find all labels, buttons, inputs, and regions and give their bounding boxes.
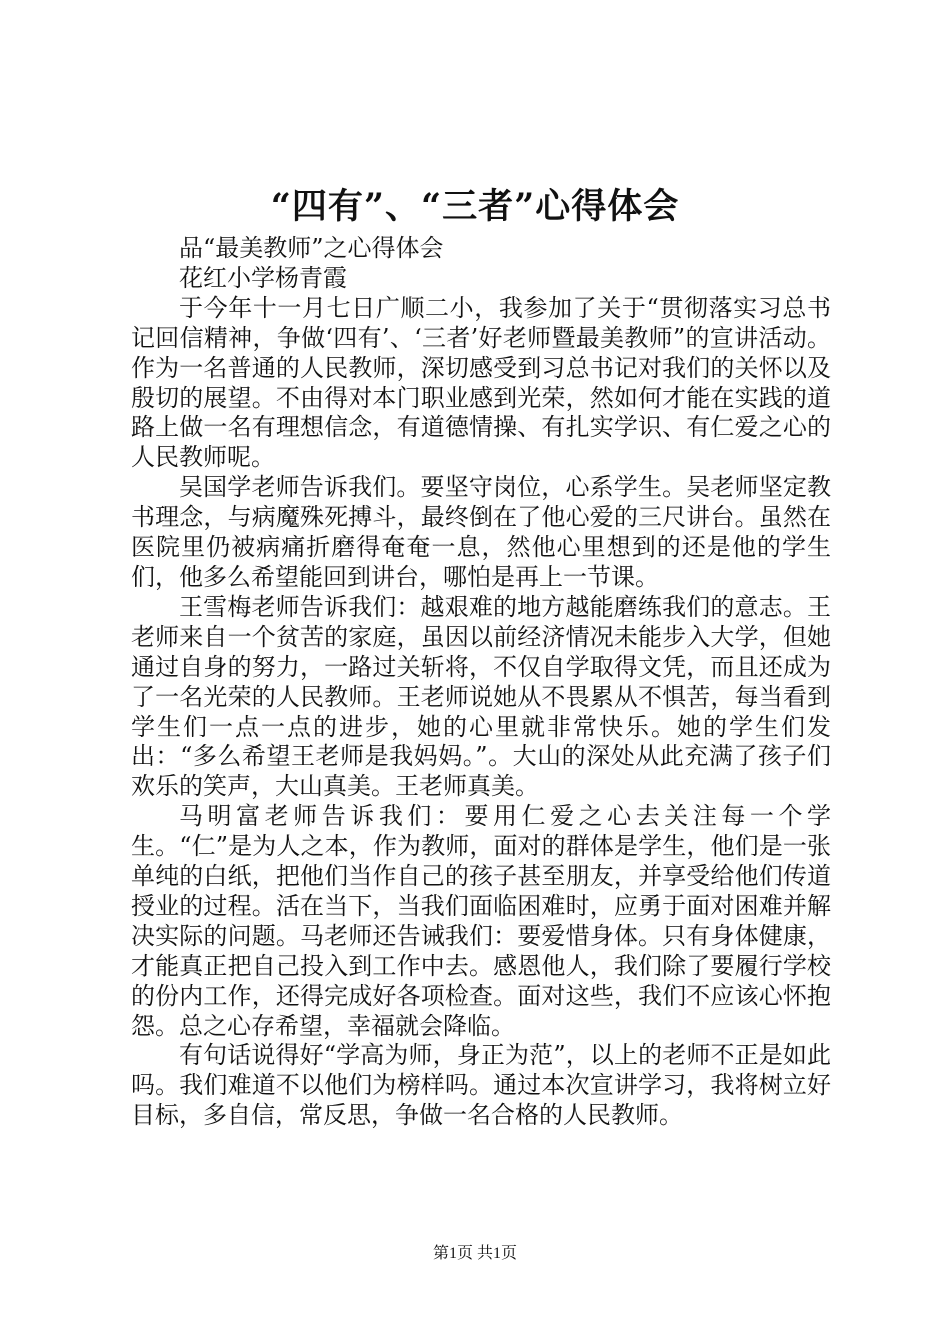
page-number-footer: 第1页 共1页 bbox=[432, 1245, 517, 1262]
body-paragraph: 有句话说得好“学高为师，身正为范”，以上的老师不正是如此吗。我们难道不以他们为榜样吗。通过本次宣讲学习，我将树立好目标，多自信，常反思，争做一名合格的人民教师。 bbox=[131, 1041, 831, 1130]
document-title: “四有”、“三者”心得体会 bbox=[270, 186, 680, 227]
subtitle-paragraph: 品“最美教师”之心得体会 bbox=[179, 234, 444, 262]
author-paragraph: 花红小学杨青霞 bbox=[179, 263, 347, 292]
body-paragraph: 王雪梅老师告诉我们：越艰难的地方越能磨练我们的意志。王老师来自一个贫苦的家庭，虽因以前经济情况未能步入大学，但她通过自身的努力，一路过关斩将，不仅自学取得文凭，而且还成为了一名光荣的人民教师。王老师说她从不畏累从不惧苦，每当看到学生们一点一点的进步，她的心里就非常快乐。她的学生们发出：“多么希望王老师是我妈妈。”。大山的深处从此充满了孩子们欢乐的笑声，大山真美。王老师真美。 bbox=[131, 592, 831, 801]
body-paragraph: 马明富老师告诉我们：要用仁爱之心去关注每一个学生。“仁”是为人之本，作为教师，面对的群体是学生，他们是一张单纯的白纸，把他们当作自己的孩子甚至朋友，并享受给他们传道授业的过程。活在当下，当我们面临困难时，应勇于面对困难并解决实际的问题。马老师还告诫我们：要爱惜身体。只有身体健康，才能真正把自己投入到工作中去。感恩他人，我们除了要履行学校的份内工作，还得完成好各项检查。面对这些，我们不应该心怀抱怨。总之心存希望，幸福就会降临。 bbox=[131, 802, 831, 1040]
document-body bbox=[131, 234, 831, 1131]
body-paragraph: 于今年十一月七日广顺二小，我参加了关于“贯彻落实习总书记回信精神，争做‘四有’、‘三者’好老师暨最美教师”的宣讲活动。作为一名普通的人民教师，深切感受到习总书记对我们的关怀以及殷切的展望。不由得对本门职业感到光荣，然如何才能在实践的道路上做一名有理想信念，有道德情操、有扎实学识、有仁爱之心的人民教师呢。 bbox=[131, 293, 831, 472]
body-paragraph: 吴国学老师告诉我们。要坚守岗位，心系学生。吴老师坚定教书理念，与病魔殊死搏斗，最终倒在了他心爱的三尺讲台。虽然在医院里仍被病痛折磨得奄奄一息，然他心里想到的还是他的学生们，他多么希望能回到讲台，哪怕是再上一节课。 bbox=[131, 473, 831, 591]
